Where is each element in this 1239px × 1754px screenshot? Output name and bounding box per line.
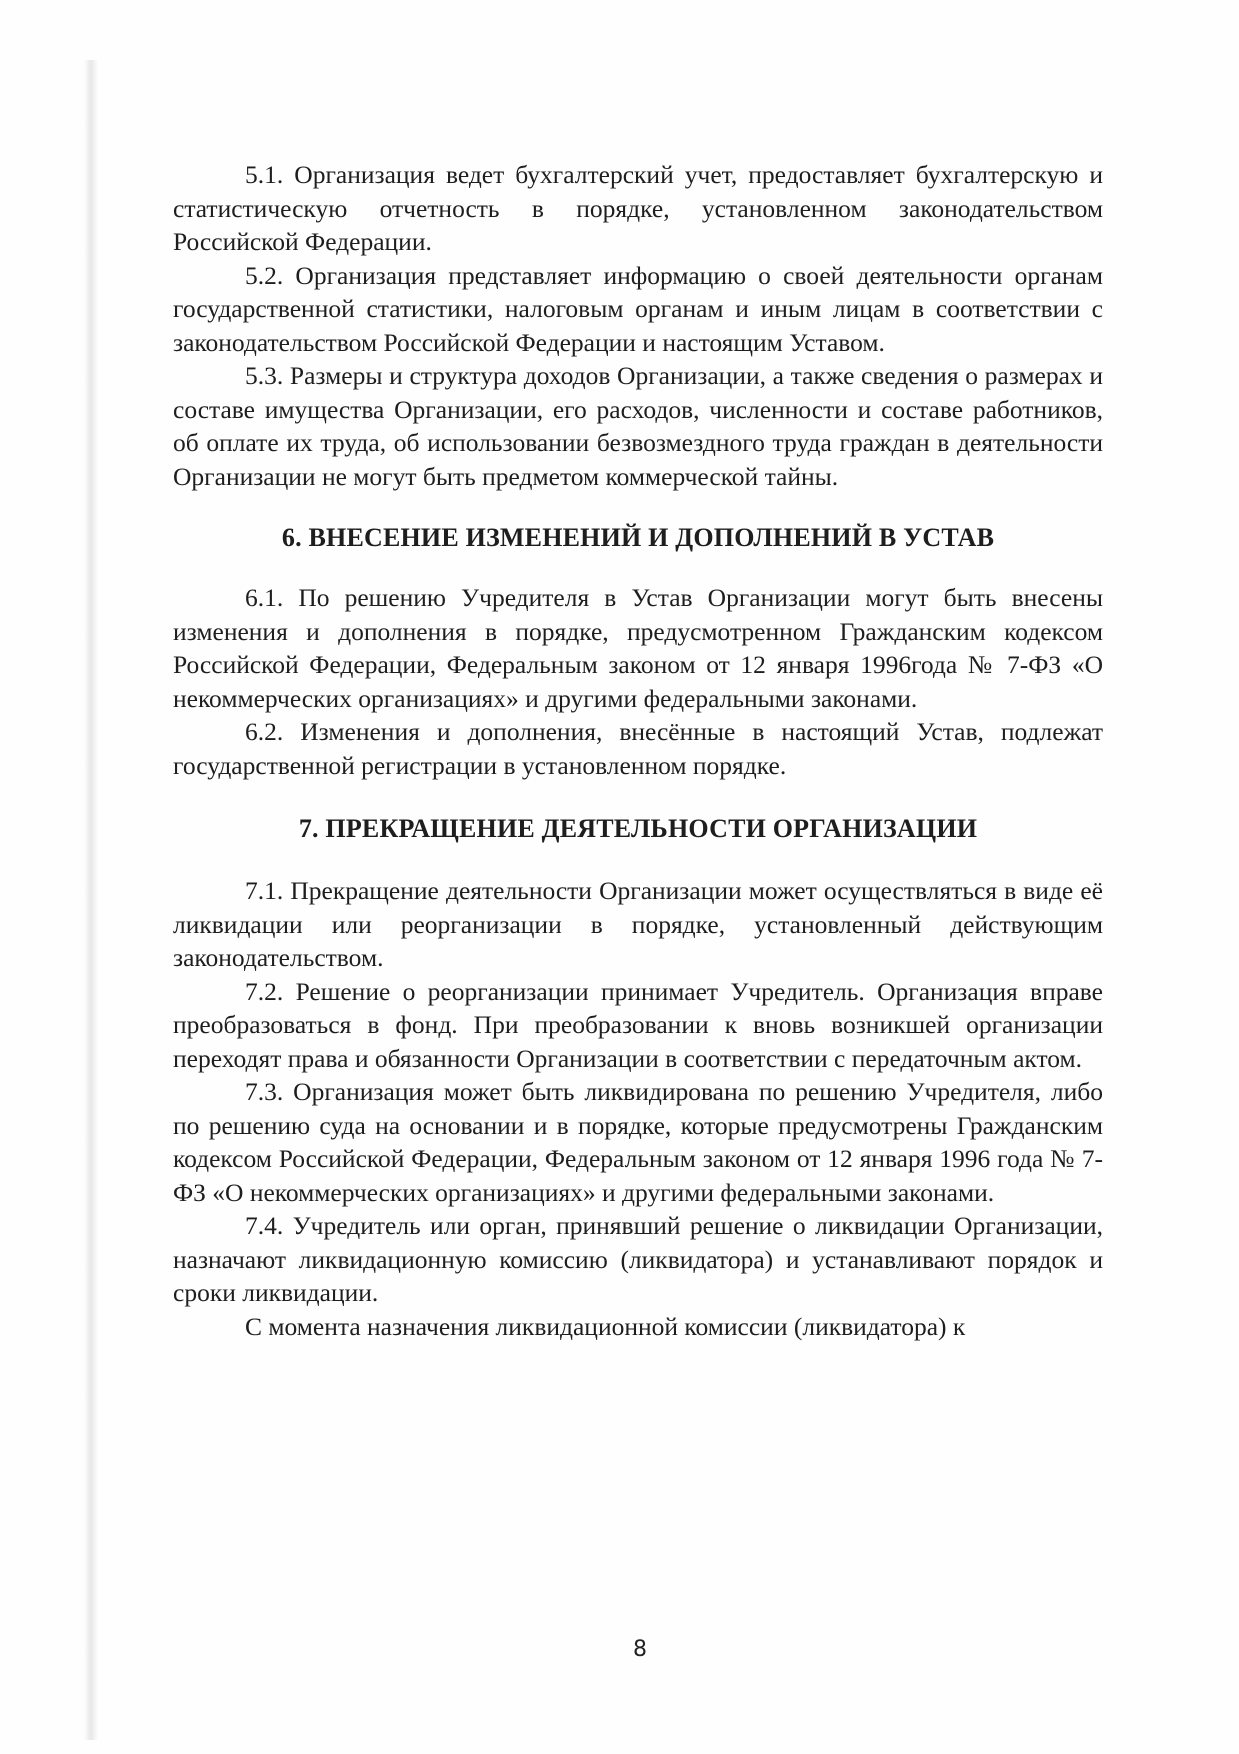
scan-shadow [84,60,98,1740]
section-7-heading: 7. ПРЕКРАЩЕНИЕ ДЕЯТЕЛЬНОСТИ ОРГАНИЗАЦИИ [298,814,978,843]
paragraph-6-1: 6.1. По решению Учредителя в Устав Организации могут быть внесены изменения и дополнения в порядке, предусмотренном Гражданским кодексом Российской Федерации, Федеральным законом от 12 января 1996года № 7-ФЗ «О некоммерческих организациях» и другими федеральными законами. [173,583,1103,713]
paragraph-5-2: 5.2. Организация представляет информацию о своей деятельности органам государственной статистики, налоговым органам и иным лицам в соответствии с законодательством Российской Федерации и настоящим Уставом. [173,260,1103,357]
paragraph-7-2: 7.2. Решение о реорганизации принимает Учредитель. Организация вправе преобразоваться в фонд. При преобразовании к вновь возникшей организации переходят права и обязанности Организации в соответствии с передаточным актом. [173,976,1103,1073]
document-body [173,158,1103,1343]
paragraph-5-3: 5.3. Размеры и структура доходов Организации, а также сведения о размерах и составе имущества Организации, его расходов, численности и составе работников, об оплате их труда, об использовании безвозмездного труда граждан в деятельности Организации не могут быть предметом коммерческой тайны. [173,361,1103,491]
paragraph-7-4: 7.4. Учредитель или орган, принявший решение о ликвидации Организации, назначают ликвидационную комиссию (ликвидатора) и устанавливают порядок и сроки ликвидации. [173,1211,1103,1307]
paragraph-7-1: 7.1. Прекращение деятельности Организации может осуществляться в виде её ликвидации или реорганизации в порядке, установленный действующим законодательством. [173,876,1103,972]
page-number: 8 [633,1637,647,1662]
paragraph-7-4-continued: С момента назначения ликвидационной комиссии (ликвидатора) к [245,1311,966,1341]
section-6-heading: 6. ВНЕСЕНИЕ ИЗМЕНЕНИЙ И ДОПОЛНЕНИЙ В УСТАВ [281,523,995,552]
paragraph-6-2: 6.2. Изменения и дополнения, внесённые в настоящий Устав, подлежат государственной регистрации в установленном порядке. [173,717,1103,780]
paragraph-7-3: 7.3. Организация может быть ликвидирована по решению Учредителя, либо по решению суда на основании и в порядке, которые предусмотрены Гражданским кодексом Российской Федерации, Федеральным законом от 12 января 1996 года № 7-ФЗ «О некоммерческих организациях» и другими федеральными законами. [173,1077,1103,1207]
paragraph-5-1: 5.1. Организация ведет бухгалтерский учет, предоставляет бухгалтерскую и статистическую отчетность в порядке, установленном законодательством Российской Федерации. [173,160,1103,256]
